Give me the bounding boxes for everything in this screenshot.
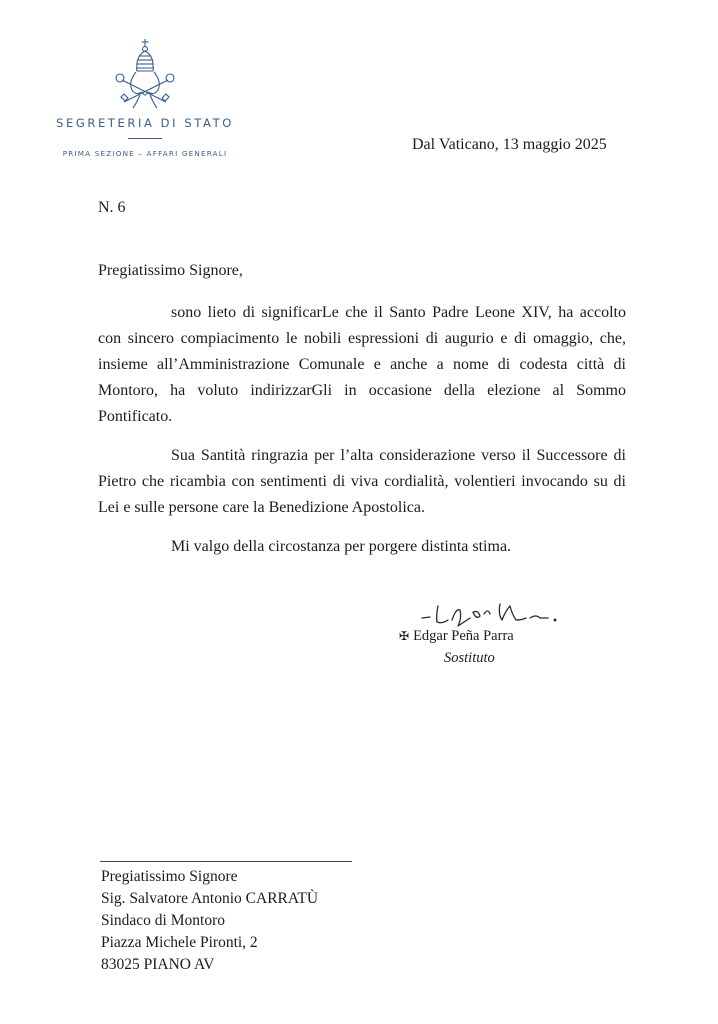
letterhead-divider [128, 138, 162, 139]
office-name: SEGRETERIA DI STATO [56, 116, 234, 130]
address-divider [100, 861, 352, 862]
body-paragraph: Sua Santità ringrazia per l’alta considerazione verso il Successore di Pietro che ricambia con sentimenti di viva cordialità, volentieri invocando su di Lei e sulle persone care la Benedizione Apostolica. [98, 447, 626, 516]
address-line: Pregiatissimo Signore [101, 868, 238, 885]
handwritten-signature [418, 598, 564, 632]
address-line: Sig. Salvatore Antonio CARRATÙ [101, 890, 319, 907]
letterhead [30, 38, 260, 158]
letter-date: Dal Vaticano, 13 maggio 2025 [412, 136, 607, 153]
maltese-cross-icon: ✠ [399, 629, 410, 643]
protocol-number: N. 6 [98, 199, 126, 216]
recipient-address [101, 866, 318, 976]
salutation: Pregiatissimo Signore, [98, 262, 243, 279]
office-section: PRIMA SEZIONE – AFFARI GENERALI [62, 149, 228, 158]
address-line: Piazza Michele Pironti, 2 [101, 934, 258, 951]
address-line: Sindaco di Montoro [101, 912, 225, 929]
body-paragraph: sono lieto di significarLe che il Santo Padre Leone XIV, ha accolto con sincero compiacimento le nobili espressioni di augurio e di omaggio, che, insieme all’Amministrazione Comunale e anche a nome di codesta città di Montoro, ha voluto indirizzarGli in occasione della elezione al Sommo Pontificato. [98, 304, 626, 425]
signature-block [398, 598, 618, 688]
signer-name-text: Edgar Peña Parra [413, 628, 514, 644]
closing-paragraph: Mi valgo della circostanza per porgere distinta stima. [171, 538, 512, 555]
signer-name [399, 628, 514, 645]
address-line: 83025 PIANO AV [101, 956, 215, 973]
letter-body [98, 300, 626, 573]
signer-title: Sostituto [444, 650, 495, 666]
papal-coat-of-arms-icon [106, 38, 184, 110]
